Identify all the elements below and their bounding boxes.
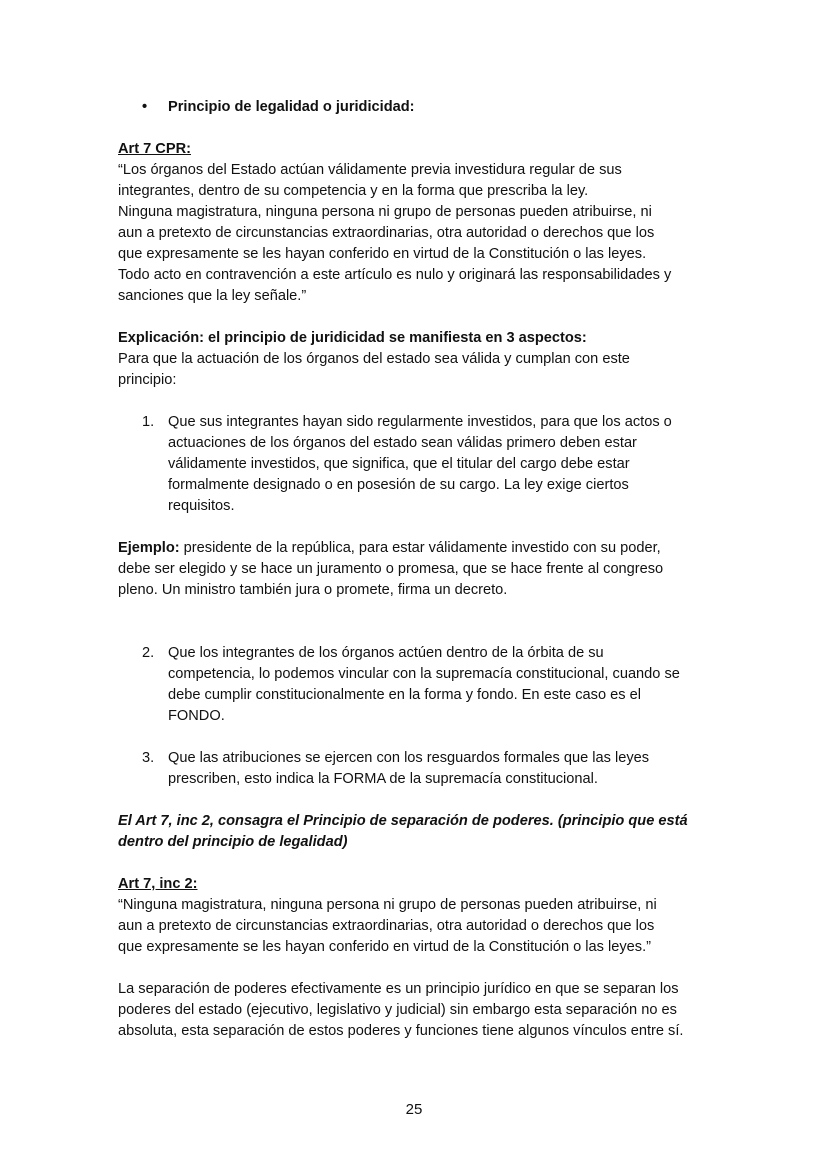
page-content [118, 97, 718, 1042]
list-item-line: Que sus integrantes hayan sido regularmente investidos, para que los actos o [168, 414, 672, 430]
section-bullet [142, 97, 718, 118]
list-item-line: Que las atribuciones se ejercen con los resguardos formales que las leyes [168, 750, 650, 766]
list-number: 2. [142, 645, 155, 661]
list-number: 1. [142, 414, 155, 430]
art7-line: “Los órganos del Estado actúan válidamente previa investidura regular de sus [118, 162, 622, 178]
list-item-line: actuaciones de los órganos del estado sean válidas primero deben estar [168, 435, 637, 451]
final-paragraph-line: poderes del estado (ejecutivo, legislativo y judicial) sin embargo esta separación no es [118, 1002, 677, 1018]
final-paragraph-line: La separación de poderes efectivamente es un principio jurídico en que se separan los [118, 981, 679, 997]
art7inc2-heading: Art 7, inc 2: [118, 876, 198, 892]
list-item-line: prescriben, esto indica la FORMA de la supremacía constitucional. [168, 771, 598, 787]
ejemplo-label: Ejemplo: [118, 540, 180, 556]
art7-line: integrantes, dentro de su competencia y en la forma que prescriba la ley. [118, 183, 589, 199]
section-heading: Principio de legalidad o juridicidad: [168, 99, 415, 115]
art7-line: sanciones que la ley señale.” [118, 288, 307, 304]
bullet-icon: • [142, 99, 148, 115]
ejemplo-paragraph [118, 538, 718, 601]
ejemplo-line: pleno. Un ministro también jura o promete, firma un decreto. [118, 582, 508, 598]
art7inc2-line: que expresamente se les hayan conferido en virtud de la Constitución o las leyes.” [118, 939, 651, 955]
list-item-line: FONDO. [168, 708, 225, 724]
list-item-line: Que los integrantes de los órganos actúen dentro de la órbita de su [168, 645, 604, 661]
list-item-1 [142, 412, 718, 517]
art7-quote [118, 160, 718, 307]
list-item-3 [142, 748, 718, 790]
art7inc2-line: “Ninguna magistratura, ninguna persona ni grupo de personas pueden atribuirse, ni [118, 897, 657, 913]
list-item-line: requisitos. [168, 498, 235, 514]
art7-line: Ninguna magistratura, ninguna persona ni grupo de personas pueden atribuirse, ni [118, 204, 652, 220]
art7-line: que expresamente se les hayan conferido en virtud de la Constitución o las leyes. [118, 246, 647, 262]
list-number: 3. [142, 750, 155, 766]
page-number: 25 [405, 1101, 423, 1118]
explicacion-line: principio: [118, 372, 177, 388]
art7inc2-line: aun a pretexto de circunstancias extraordinarias, otra autoridad o derechos que los [118, 918, 655, 934]
separacion-note-line: dentro del principio de legalidad) [118, 834, 348, 850]
art7-line: Todo acto en contravención a este artículo es nulo y originará las responsabilidades y [118, 267, 672, 283]
explicacion-heading: Explicación: el principio de juridicidad se manifiesta en 3 aspectos: [118, 330, 587, 346]
list-item-line: debe cumplir constitucionalmente en la forma y fondo. En este caso es el [168, 687, 641, 703]
explicacion-line: Para que la actuación de los órganos del estado sea válida y cumplan con este [118, 351, 630, 367]
art7-heading: Art 7 CPR: [118, 141, 191, 157]
ejemplo-line: debe ser elegido y se hace un juramento o promesa, que se hace frente al congreso [118, 561, 664, 577]
ejemplo-first-line: presidente de la república, para estar válidamente investido con su poder, [179, 540, 661, 556]
final-paragraph-line: absoluta, esta separación de estos poderes y funciones tiene algunos vínculos entre sí. [118, 1023, 684, 1039]
list-item-2 [142, 643, 718, 727]
list-item-line: competencia, lo podemos vincular con la supremacía constitucional, cuando se [168, 666, 680, 682]
separacion-note-line: El Art 7, inc 2, consagra el Principio de separación de poderes. (principio que está [118, 813, 688, 829]
art7-line: aun a pretexto de circunstancias extraordinarias, otra autoridad o derechos que los [118, 225, 655, 241]
list-item-line: formalmente designado o en posesión de su cargo. La ley exige ciertos [168, 477, 629, 493]
list-item-line: válidamente investidos, que significa, que el titular del cargo debe estar [168, 456, 630, 472]
